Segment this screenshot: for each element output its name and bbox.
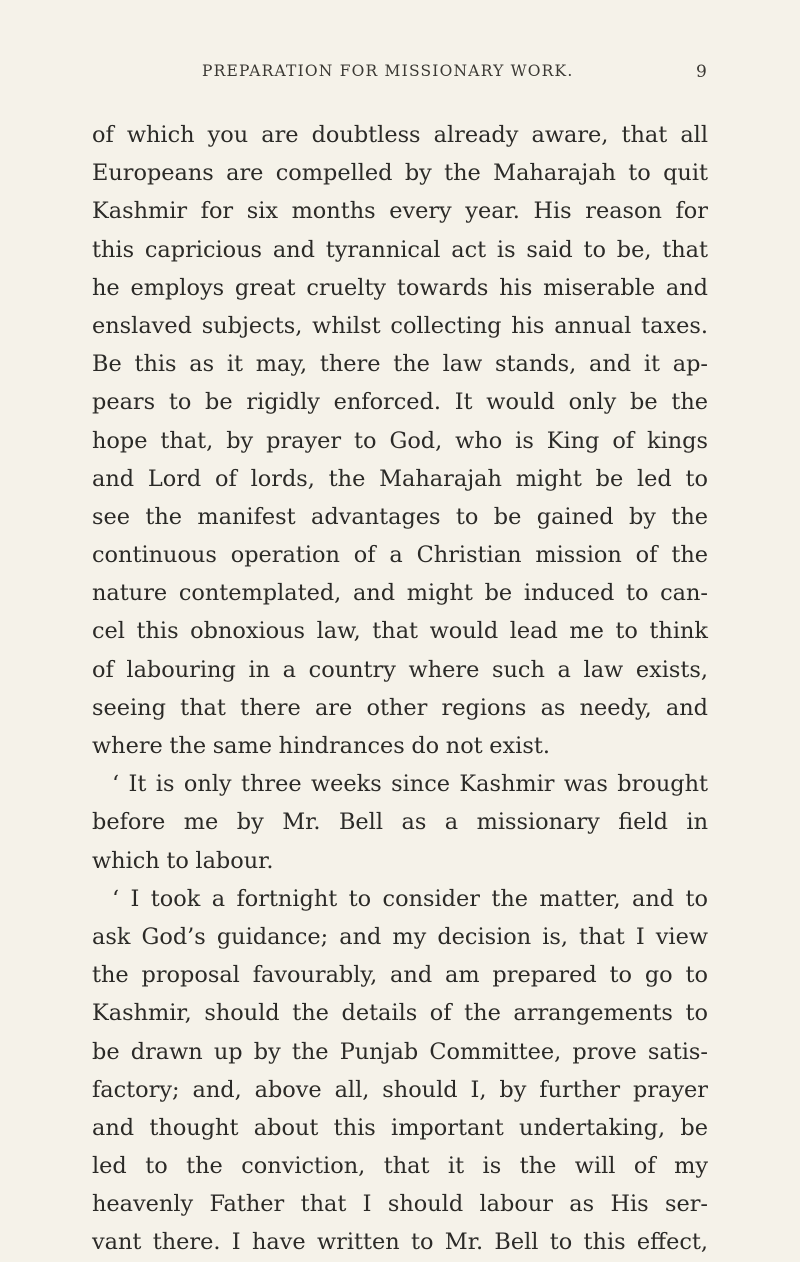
page-number: 9 <box>695 62 708 82</box>
text-line: led to the conviction, that it is the will of my <box>92 1153 708 1180</box>
text-line: Kashmir for six months every year. His reason for <box>92 198 708 225</box>
text-line: Europeans are compelled by the Maharajah to quit <box>92 160 708 187</box>
text-line: where the same hindrances do not exist. <box>92 733 550 759</box>
text-line: Kashmir, should the details of the arrangements to <box>92 1000 708 1027</box>
text-line: and thought about this important undertaking, be <box>92 1114 708 1141</box>
text-line: the proposal favourably, and am prepared to go to <box>92 962 708 989</box>
text-line: enslaved subjects, whilst collecting his annual taxes. <box>92 312 708 339</box>
text-line: be drawn up by the Punjab Committee, prove satis- <box>92 1038 708 1065</box>
running-title: PREPARATION FOR MISSIONARY WORK. <box>202 62 574 80</box>
text-line: seeing that there are other regions as needy, and <box>92 694 708 721</box>
text-line: of labouring in a country where such a law exists, <box>92 656 708 683</box>
text-line: ‘ It is only three weeks since Kashmir was brought <box>112 771 708 798</box>
text-line: which to labour. <box>92 847 274 874</box>
text-line: cel this obnoxious law, that would lead me to think <box>92 618 708 645</box>
text-line: Be this as it may, there the law stands, and it ap- <box>92 351 708 378</box>
text-line: ‘ I took a fortnight to consider the matter, and to <box>112 885 708 912</box>
text-line: factory; and, above all, should I, by further prayer <box>92 1076 708 1103</box>
text-line: ask God’s guidance; and my decision is, that I view <box>92 923 708 950</box>
text-line: heavenly Father that I should labour as His ser- <box>92 1191 708 1218</box>
text-line: this capricious and tyrannical act is said to be, that <box>92 236 708 263</box>
text-line: nature contemplated, and might be induced to can- <box>92 580 708 607</box>
text-line: and Lord of lords, the Maharajah might be led to <box>92 465 708 492</box>
text-line: of which you are doubtless already aware, that all <box>92 122 708 148</box>
text-line: before me by Mr. Bell as a missionary field in <box>92 809 708 836</box>
running-header <box>92 62 708 86</box>
text-line: vant there. I have written to Mr. Bell to this effect, <box>92 1229 708 1256</box>
text-line: pears to be rigidly enforced. It would only be the <box>92 389 708 416</box>
text-line: hope that, by prayer to God, who is King of kings <box>92 427 708 454</box>
text-line: continuous operation of a Christian mission of the <box>92 542 708 569</box>
body-text <box>92 116 708 1262</box>
text-line: he employs great cruelty towards his miserable and <box>92 274 708 301</box>
text-line: see the manifest advantages to be gained by the <box>92 503 708 530</box>
